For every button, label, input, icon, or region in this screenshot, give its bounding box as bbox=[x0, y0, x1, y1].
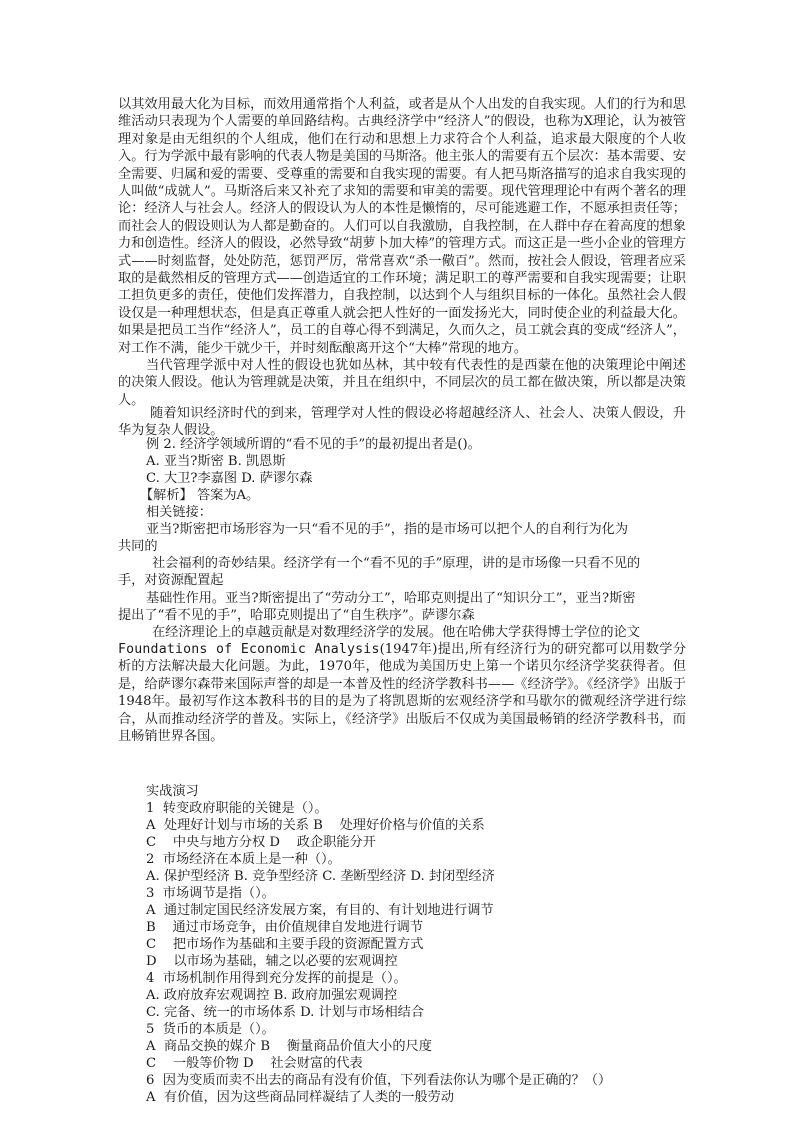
link-line-2b: 手，对资源配置起 bbox=[118, 573, 224, 588]
question-1-options-ab: A 处理好计划与市场的关系 B 处理好价格与价值的关系 bbox=[146, 818, 485, 833]
question-3-option-a: A 通过制定国民经济发展方案，有目的、有计划地进行调节 bbox=[146, 903, 494, 918]
link-line-1a: 亚当?斯密把市场形容为一只“看不见的手”，指的是市场可以把个人的自利行为化为 bbox=[146, 522, 629, 537]
paragraph-complex-man: 随着知识经济时代的到来，管理学对人性的假设必将超越经济人、社会人、决策人假设，升华为复杂人假设。 bbox=[118, 406, 686, 439]
link-line-2a: 社会福利的奇妙结果。经济学有一个“看不见的手”原理，讲的是市场像一只看不见的 bbox=[152, 556, 641, 571]
question-6: 6 因为变质而卖不出去的商品有没有价值，下列看法你认为哪个是正确的？（） bbox=[146, 1073, 612, 1088]
question-5-options-ab: A 商品交换的媒介 B 衡量商品价值大小的尺度 bbox=[146, 1039, 432, 1054]
example-answer: 【解析】 答案为A。 bbox=[140, 488, 260, 503]
question-3-option-d: D 以市场为基础，辅之以必要的宏观调控 bbox=[146, 954, 398, 969]
question-2: 2 市场经济在本质上是一种（）。 bbox=[146, 852, 341, 867]
question-3-option-b: B 通过市场竞争，由价值规律自发地进行调节 bbox=[146, 920, 424, 935]
link-line-3b: 提出了“看不见的手”，哈耶克则提出了“自生秩序”。萨谬尔森 bbox=[118, 608, 475, 623]
question-3: 3 市场调节是指（）。 bbox=[146, 886, 275, 901]
question-4-options-cd: C. 完备、统一的市场体系 D. 计划与市场相结合 bbox=[146, 1005, 425, 1020]
example-options-ab: A. 亚当?斯密 B. 凯恩斯 bbox=[146, 454, 286, 469]
question-1-options-cd: C 中央与地方分权 D 政企职能分开 bbox=[146, 835, 376, 850]
question-5-options-cd: C 一般等价物 D 社会财富的代表 bbox=[146, 1056, 363, 1071]
paragraph-samuelson bbox=[118, 641, 686, 781]
question-3-option-c: C 把市场作为基础和主要手段的资源配置方式 bbox=[146, 937, 424, 952]
question-1: 1 转变政府职能的关键是（）。 bbox=[146, 801, 328, 816]
book-title-foundations: Foundations of Economic Analysis bbox=[118, 642, 380, 657]
paragraph-human-nature-theories: 以其效用最大化为目标，而效用通常指个人利益，或者是从个人出发的自我实现。人们的行为和思维活动只表现为个人需要的单回路结构。古典经济学中“经济人”的假设，也称为X理论，认为被管理对象是由无组织的个人组成，他们在行动和思想上力求符合个人利益，追求最大限度的个人收入。行为学派中最有影响的代表人物是美国的马斯洛。他主张人的需要有五个层次：基本需要、安全需要、归属和爱的需要、受尊重的需要和自我实现的需要。有人把马斯洛描写的追求自我实现的人叫做“成就人”。马斯洛后来又补充了求知的需要和审美的需要。现代管理理论中有两个著名的理论：经济人与社会人。经济人的假设认为人的本性是懒惰的，尽可能逃避工作，不愿承担责任等；而社会人的假设则认为人都是勤奋的。人们可以自我激励，自我控制，在人群中存在着高度的想象力和创造性。经济人的假设，必然导致“胡萝卜加大棒”的管理方式。而这正是一些小企业的管理方式——时刻监督，处处防范，惩罚严厉，常常喜欢“杀一儆百”。然而，按社会人假设，管理者应采取的是截然相反的管理方式——创造适宜的工作环境；满足职工的尊严需要和自我实现需要；让职工担负更多的责任，使他们发挥潜力，自我控制，以达到个人与组织目标的一体化。虽然社会人假设仅是一种理想状态，但是真正尊重人就会把人性好的一面发扬光大，同时使企业的利益最大化。如果是把员工当作“经济人”，员工的自尊心得不到满足，久而久之，员工就会真的变成“经济人”，对工作不满，能少干就少干，并时刻酝酿离开这个“大棒”常现的地方。 bbox=[118, 97, 686, 356]
link-line-3a: 基础性作用。亚当?斯密提出了“劳动分工”，哈耶克则提出了“知识分工”，亚当?斯密 bbox=[146, 591, 636, 606]
question-4-options-ab: A. 政府放弃宏观调控 B. 政府加强宏观调控 bbox=[146, 988, 398, 1003]
samuelson-line-1: 在经济理论上的卓越贡献是对数理经济学的发展。他在哈佛大学获得博士学位的论文 bbox=[152, 625, 640, 640]
question-4: 4 市场机制作用得到充分发挥的前提是（）。 bbox=[146, 971, 407, 986]
link-line-1b: 共同的 bbox=[118, 539, 158, 554]
related-link-heading: 相关链接： bbox=[146, 505, 212, 520]
question-5: 5 货币的本质是（）。 bbox=[146, 1022, 275, 1037]
drill-heading: 实战演习 bbox=[146, 784, 199, 799]
question-6-option-a: A 有价值，因为这些商品同样凝结了人类的一般劳动 bbox=[146, 1090, 455, 1105]
paragraph-decision-man: 当代管理学派中对人性的假设也犹如丛林，其中较有代表性的是西蒙在他的决策理论中阐述的决策人假设。他认为管理就是决策，并且在组织中，不同层次的员工都在做决策，所以都是决策人。 bbox=[118, 358, 686, 408]
question-2-options: A. 保护型经济 B. 竞争型经济 C. 垄断型经济 D. 封闭型经济 bbox=[146, 869, 495, 884]
example-options-cd: C. 大卫?李嘉图 D. 萨谬尔森 bbox=[146, 471, 313, 486]
example-question: 例 2. 经济学领域所谓的“看不见的手”的最初提出者是()。 bbox=[146, 437, 481, 452]
samuelson-text: (1947年)提出,所有经济行为的研究都可以用数学分析的方法解决最大化问题。为此，1970年，他成为美国历史上第一个诺贝尔经济学奖获得者。但是，给萨谬尔森带来国际声誉的却是一本普及性的经济学教科书——《经济学》。《经济学》出版于1948年。最初写作这本教科书的目的是为了将凯恩斯的宏观经济学和马歇尔的微观经济学进行综合，从而推动经济学的普及。实际上，《经济学》出版后不仅成为美国最畅销的经济学教科书，而且畅销世界各国。 bbox=[118, 642, 687, 745]
